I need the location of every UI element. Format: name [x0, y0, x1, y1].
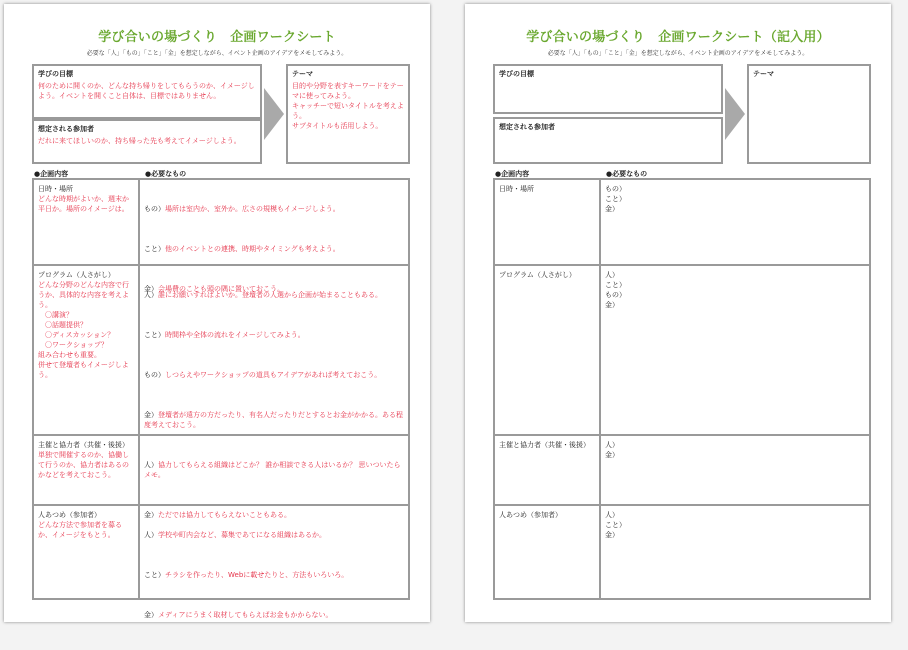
need-key: 金） [144, 611, 158, 619]
need-key: 金） [605, 451, 619, 459]
row-guide-text: 単独で開催するのか、協働して行うのか、協力者はあるのかなどを考えておこう。 [38, 451, 129, 479]
goal-label: 学びの目標 [38, 70, 73, 78]
row-label: 主催と協力者（共催・後援） [38, 441, 129, 449]
need-key: もの） [605, 291, 626, 299]
need-text: ただでは協力してもらえないこともある。 [158, 511, 291, 519]
need-key: 金） [144, 285, 158, 293]
need-text: 場所は室内か、室外か。広さの規模もイメージしよう。 [165, 205, 340, 213]
need-text: 学校や町内会など、募集であてになる組織はあるか。 [158, 531, 326, 539]
worksheet-blank-page [465, 4, 891, 622]
row-needs [605, 440, 619, 460]
row-label: 人あつめ（参加者） [499, 511, 562, 519]
needs-header: ●必要なもの [606, 170, 648, 178]
need-key: 人） [605, 441, 619, 449]
page-subtitle: 必要な「人」「もの」「こと」「金」を想定しながら、イベント企画のアイデアをメモしてみよう。 [547, 50, 809, 57]
need-key: 金） [144, 411, 158, 419]
page-title: 学び合いの場づくり 企画ワークシート [98, 30, 336, 45]
table-row[interactable] [495, 434, 869, 504]
audience-box[interactable] [493, 117, 723, 164]
goal-box [32, 64, 262, 119]
row-guide-text: どんな方法で参加者を募るか、イメージをもとう。 [38, 521, 122, 539]
need-text: メディアにうまく取材してもらえばお金もかからない。 [158, 611, 333, 619]
row-label: 人あつめ（参加者） [38, 511, 101, 519]
need-key: 人） [605, 271, 619, 279]
need-text: 協力してもらえる組織はどこか？ 誰か相談できる人はいるか？ 思いついたらメモ。 [144, 461, 401, 479]
need-key: 金） [605, 301, 619, 309]
audience-label: 想定される参加者 [38, 125, 94, 133]
page-title: 学び合いの場づくり 企画ワークシート（記入用） [526, 30, 830, 45]
need-key: 人） [144, 531, 158, 539]
need-key: 金） [605, 531, 619, 539]
needs-header: ●必要なもの [145, 170, 187, 178]
row-label: プログラム（人さがし） [499, 271, 576, 279]
plan-table [493, 178, 871, 600]
audience-label: 想定される参加者 [499, 123, 555, 131]
row-label: 日時・場所 [38, 185, 73, 193]
need-key: 人） [144, 461, 158, 469]
need-text: 会場費のことも頭の隅に置いておこう。 [158, 285, 284, 293]
table-row [34, 264, 408, 434]
need-key: もの） [605, 185, 626, 193]
need-text: 時間枠や全体の流れをイメージしてみよう。 [165, 331, 305, 339]
goal-guide-text: 何のために開くのか、どんな持ち帰りをしてもらうのか、イメージしよう。イベントを開くこと自体は、目標ではありません。 [38, 82, 255, 100]
theme-box[interactable] [747, 64, 871, 164]
need-text: しつらえやワークショップの道具もアイデアがあれば考えておこう。 [165, 371, 382, 379]
need-key: こと） [605, 281, 626, 289]
audience-guide-text: だれに来てほしいのか、持ち帰った先も考えてイメージしよう。 [38, 137, 241, 145]
theme-label: テーマ [753, 70, 774, 78]
row-label: 主催と協力者（共催・後援） [499, 441, 590, 449]
need-text: 登壇者が遠方の方だったり、有名人だったりだとするとお金がかかる。ある程度考えておこう。 [144, 411, 403, 429]
worksheet-example-page [4, 4, 430, 622]
need-key: 金） [605, 205, 619, 213]
table-row[interactable] [495, 264, 869, 434]
page-subtitle: 必要な「人」「もの」「こと」「金」を想定しながら、イベント企画のアイデアをメモしてみよう。 [86, 50, 348, 57]
theme-box [286, 64, 410, 164]
plan-header: ●企画内容 [34, 170, 69, 178]
row-needs [144, 270, 404, 460]
row-needs [605, 270, 626, 310]
table-row[interactable] [495, 504, 869, 598]
row-label: 日時・場所 [499, 185, 534, 193]
row-needs [605, 510, 626, 540]
need-key: こと） [144, 245, 165, 253]
need-text: チラシを作ったり、Webに載せたりと、方法もいろいろ。 [165, 571, 349, 579]
goal-label: 学びの目標 [499, 70, 534, 78]
row-needs [144, 510, 404, 650]
need-key: もの） [144, 371, 165, 379]
theme-guide-text: 目的や分野を表すキーワードをテーマに使ってみよう。 キャッチーで短いタイトルを考えよう。 サブタイトルも活用しよう。 [292, 82, 404, 130]
need-text: 他のイベントとの連携、時期やタイミングも考えよう。 [165, 245, 340, 253]
plan-header: ●企画内容 [495, 170, 530, 178]
table-row[interactable] [495, 180, 869, 264]
arrow-right-icon [264, 88, 284, 140]
need-text: 誰にお願いすればよいか。登壇者の人選から企画が始まることもある。 [158, 291, 382, 299]
need-key: もの） [144, 205, 165, 213]
need-key: 金） [144, 511, 158, 519]
row-needs [605, 184, 626, 214]
row-guide-text: どんな時期がよいか、週末か平日か。場所のイメージは。 [38, 195, 129, 213]
goal-box[interactable] [493, 64, 723, 114]
plan-table [32, 178, 410, 619]
need-key: こと） [144, 331, 165, 339]
row-label: プログラム（人さがし） [38, 271, 115, 279]
arrow-right-icon [725, 88, 745, 140]
row-guide-text: どんな分野のどんな内容で行うか、具体的な内容を考えよう。 〇講演？ 〇話題提供？ 〇ディスカッション？ 〇ワークショップ？ 組み合わせも重要。 併せて登壇者もイメージしよう。 [38, 281, 129, 379]
need-key: こと） [144, 571, 165, 579]
need-key: 人） [605, 511, 619, 519]
need-key: 人） [144, 291, 158, 299]
need-key: こと） [605, 521, 626, 529]
audience-box [32, 119, 262, 164]
theme-label: テーマ [292, 70, 313, 78]
need-key: こと） [605, 195, 626, 203]
table-row [34, 504, 408, 619]
